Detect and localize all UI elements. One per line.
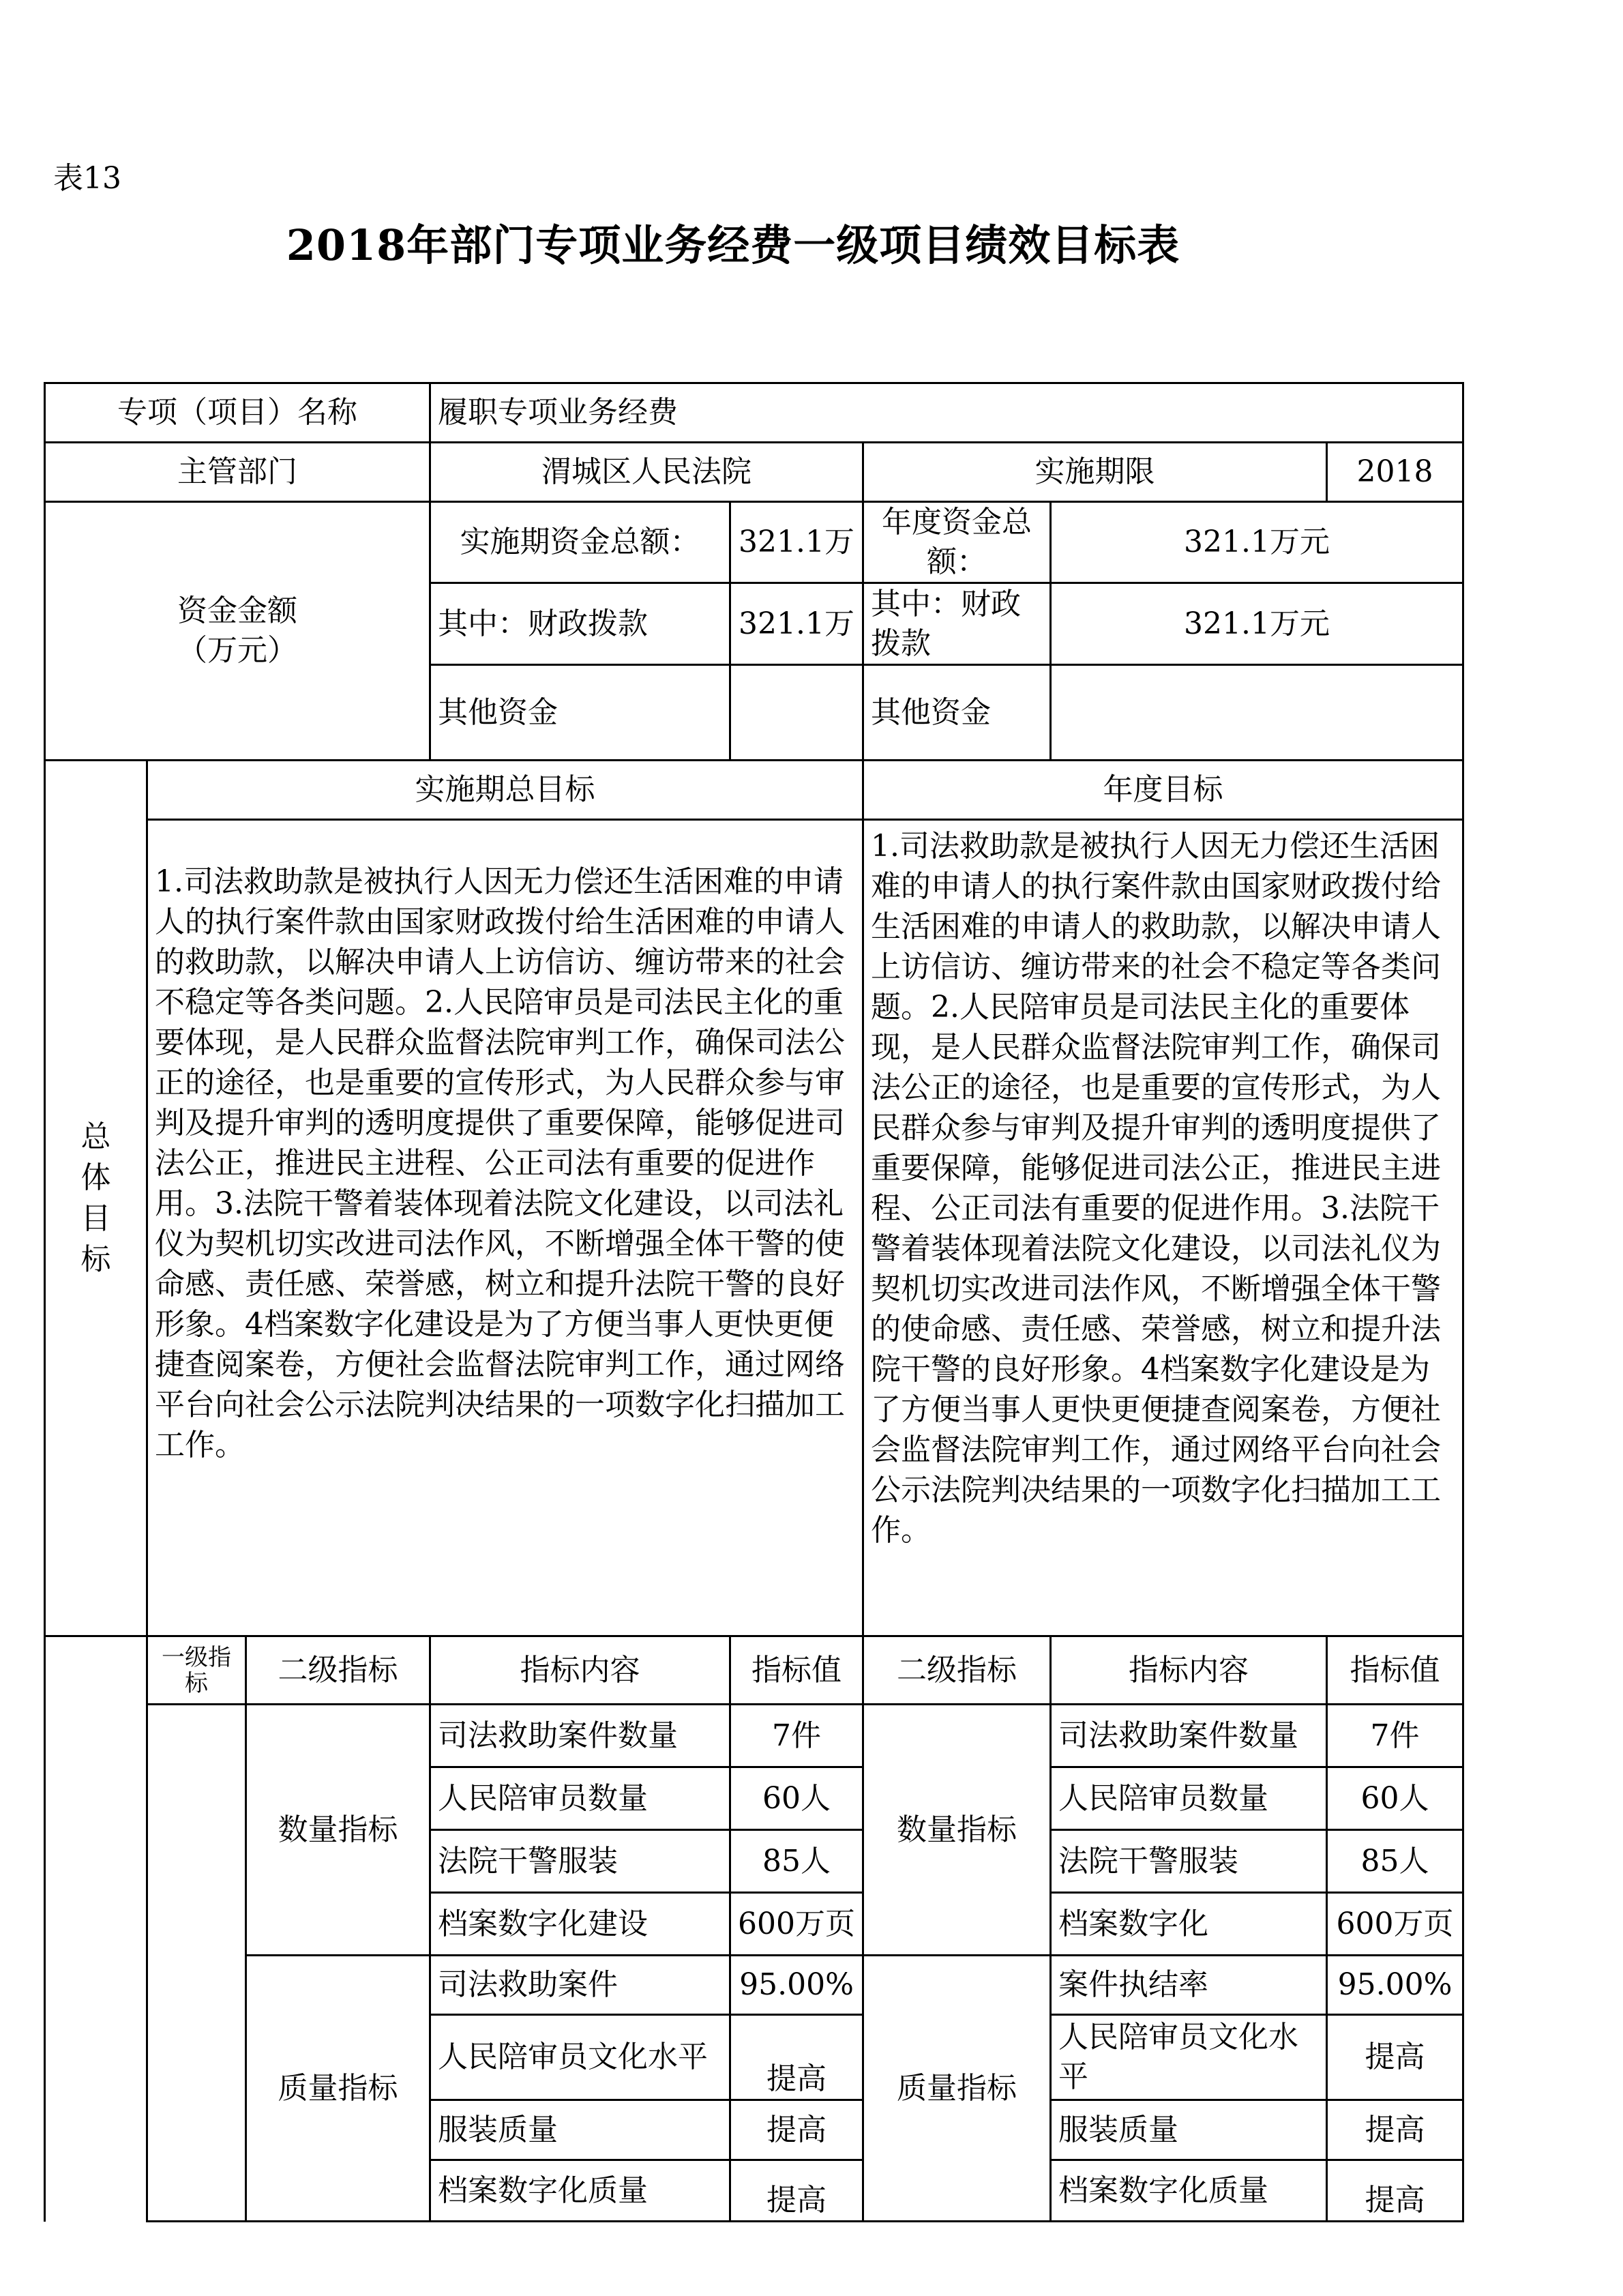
table-row-content-year: 案件执结率: [1051, 1956, 1327, 2015]
quality-label: 质量指标: [246, 1956, 430, 2222]
year-other-label: 其他资金: [863, 665, 1051, 761]
period-goal-header: 实施期总目标: [147, 761, 863, 820]
level1-output-cell: [147, 1705, 246, 2222]
table-row-value: 7件: [730, 1705, 863, 1767]
table-row-value-year: 600万页: [1327, 1893, 1463, 1956]
year-fiscal-label: 其中：财政拨款: [863, 583, 1051, 665]
table-row-value: 60人: [730, 1767, 863, 1830]
table-row-value: 85人: [730, 1830, 863, 1893]
table-row-content: 人民陪审员文化水平: [430, 2015, 730, 2100]
table-row-content-year: 档案数字化质量: [1051, 2160, 1327, 2222]
dept-label: 主管部门: [45, 443, 430, 502]
table-row-value: 600万页: [730, 1893, 863, 1956]
overall-char-1: 总: [80, 1119, 111, 1154]
table-number-label: 表13: [53, 161, 121, 196]
table-row-value-year: 85人: [1327, 1830, 1463, 1893]
year-other-value: [1051, 665, 1463, 761]
table-row-content: 人民陪审员数量: [430, 1767, 730, 1830]
year-total-value: 321.1万元: [1051, 502, 1463, 583]
table-row-content: 司法救助案件: [430, 1956, 730, 2015]
level2-header: 二级指标: [246, 1636, 430, 1705]
performance-indicator-label: [45, 1636, 147, 2222]
fund-label-line1: 资金金额: [177, 593, 297, 628]
table-row-content: 司法救助案件数量: [430, 1705, 730, 1767]
table-row-value-year: 提高: [1327, 2015, 1463, 2100]
overall-char-3: 目: [80, 1201, 111, 1236]
period-value: 2018: [1327, 443, 1463, 502]
table-row-content-year: 服装质量: [1051, 2100, 1327, 2160]
table-row-value-year: 60人: [1327, 1767, 1463, 1830]
table-row-value: 提高: [730, 2160, 863, 2222]
fund-other-value: [730, 665, 863, 761]
year-goal-header: 年度目标: [863, 761, 1463, 820]
table-row-value-year: 95.00%: [1327, 1956, 1463, 2015]
fund-other-label: 其他资金: [430, 665, 730, 761]
level2-year-header: 二级指标: [863, 1636, 1051, 1705]
year-goal-text: 1.司法救助款是被执行人因无力偿还生活困难的申请人的执行案件款由国家财政拨付给生活困难的申请人的救助款，以解决申请人上访信访、缠访带来的社会不稳定等各类问题。2.人民陪审员是司法民主化的重要体现，是人民群众监督法院审判工作，确保司法公正的途径，也是重要的宣传形式，为人民群众参与审判及提升审判的透明度提供了重要保障，能够促进司法公正，推进民主进程、公正司法有重要的促进作用。3.法院干警着装体现着法院文化建设，以司法礼仪为契机切实改进司法作风，不断增强全体干警的使命感、责任感、荣誉感，树立和提升法院干警的良好形象。4档案数字化建设是为了方便当事人更快更便捷查阅案卷，方便社会监督法院审判工作，通过网络平台向社会公示法院判决结果的一项数字化扫描加工工作。: [863, 820, 1463, 1636]
overall-char-4: 标: [80, 1241, 111, 1277]
period-label: 实施期限: [863, 443, 1327, 502]
table-row-value-year: 提高: [1327, 2100, 1463, 2160]
content-header: 指标内容: [430, 1636, 730, 1705]
table-row-content-year: 法院干警服装: [1051, 1830, 1327, 1893]
overall-char-2: 体: [80, 1160, 111, 1195]
year-fiscal-value: 321.1万元: [1051, 583, 1463, 665]
fund-total-label: 实施期资金总额：: [430, 502, 730, 583]
table-row-value: 95.00%: [730, 1956, 863, 2015]
value-year-header: 指标值: [1327, 1636, 1463, 1705]
table-row-value: 提高: [730, 2100, 863, 2160]
overall-goal-label: [45, 761, 147, 1636]
table-row-content: 档案数字化质量: [430, 2160, 730, 2222]
table-row-value-year: 7件: [1327, 1705, 1463, 1767]
quantity-label: 数量指标: [246, 1705, 430, 1956]
project-name-label: 专项（项目）名称: [45, 383, 430, 443]
table-row-content-year: 档案数字化: [1051, 1893, 1327, 1956]
fund-label-line2: （万元）: [177, 633, 297, 668]
page-title: 2018年部门专项业务经费一级项目绩效目标表: [286, 220, 1180, 270]
quantity-label-year: 数量指标: [863, 1705, 1051, 1956]
table-row-content: 法院干警服装: [430, 1830, 730, 1893]
content-year-header: 指标内容: [1051, 1636, 1327, 1705]
dept-value: 渭城区人民法院: [430, 443, 863, 502]
level1-header: 一级指标: [147, 1636, 246, 1705]
fund-fiscal-value: 321.1万: [730, 583, 863, 665]
year-total-label: 年度资金总额：: [863, 502, 1051, 583]
fund-amount-label: [45, 502, 430, 761]
project-name-value: 履职专项业务经费: [430, 383, 1463, 443]
table-row-content: 服装质量: [430, 2100, 730, 2160]
fund-total-value: 321.1万: [730, 502, 863, 583]
period-goal-text: 1.司法救助款是被执行人因无力偿还生活困难的申请人的执行案件款由国家财政拨付给生活困难的申请人的救助款，以解决申请人上访信访、缠访带来的社会不稳定等各类问题。2.人民陪审员是司法民主化的重要体现，是人民群众监督法院审判工作，确保司法公正的途径，也是重要的宣传形式，为人民群众参与审判及提升审判的透明度提供了重要保障，能够促进司法公正，推进民主进程、公正司法有重要的促进作用。3.法院干警着装体现着法院文化建设，以司法礼仪为契机切实改进司法作风，不断增强全体干警的使命感、责任感、荣誉感，树立和提升法院干警的良好形象。4档案数字化建设是为了方便当事人更快更便捷查阅案卷，方便社会监督法院审判工作，通过网络平台向社会公示法院判决结果的一项数字化扫描加工工作。: [147, 820, 863, 1636]
table-row-content: 档案数字化建设: [430, 1893, 730, 1956]
quality-label-year: 质量指标: [863, 1956, 1051, 2222]
performance-goal-table: [44, 382, 1464, 2222]
fund-fiscal-label: 其中：财政拨款: [430, 583, 730, 665]
table-row-content-year: 人民陪审员数量: [1051, 1767, 1327, 1830]
table-row-content-year: 司法救助案件数量: [1051, 1705, 1327, 1767]
table-row-content-year: 人民陪审员文化水平: [1051, 2015, 1327, 2100]
value-header: 指标值: [730, 1636, 863, 1705]
table-row-value: 提高: [730, 2015, 863, 2100]
table-row-value-year: 提高: [1327, 2160, 1463, 2222]
